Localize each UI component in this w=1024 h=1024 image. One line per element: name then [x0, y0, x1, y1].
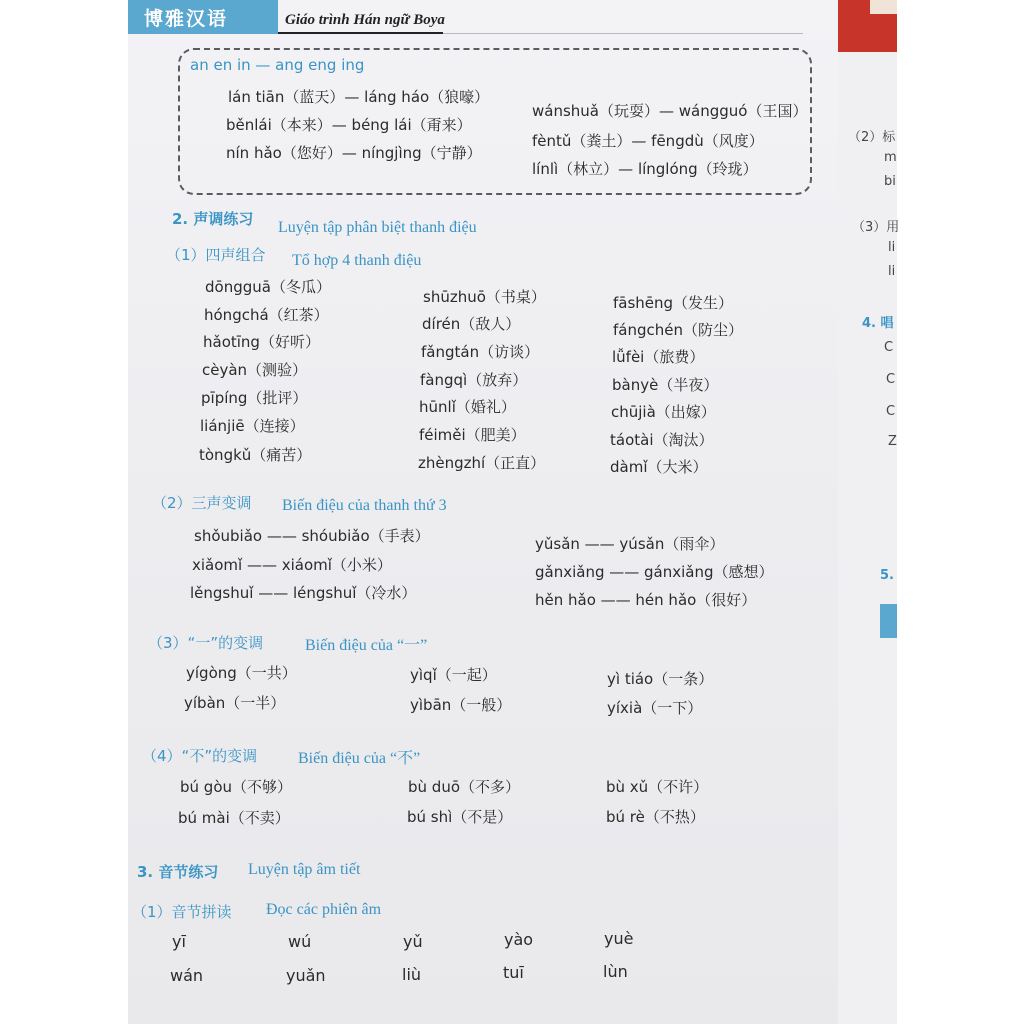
tone-word: tòngkǔ（痛苦）: [199, 446, 312, 464]
box-left-line: běnlái（本来）— béng lái（甭来）: [226, 116, 472, 134]
tone-word: bànyè（半夜）: [612, 376, 719, 394]
bu-word: bú gòu（不够）: [180, 778, 293, 796]
yi-word: yìqǐ（一起）: [410, 666, 497, 684]
part-1-subtitle: Tổ hợp 4 thanh điệu: [292, 252, 422, 269]
part-3-title: （3）“一”的变调: [148, 634, 264, 652]
part-2-subtitle: Biến điệu của thanh thứ 3: [282, 497, 447, 514]
tone-word: dírén（敌人）: [422, 315, 521, 333]
sandhi-pair: lěngshuǐ —— léngshuǐ（冷水）: [190, 584, 417, 602]
box-right-line: línlì（林立）— línglóng（玲珑）: [532, 160, 758, 178]
bu-word: bú shì（不是）: [407, 808, 513, 826]
yi-word: yì tiáo（一条）: [607, 670, 714, 688]
syllable: yuè: [604, 929, 634, 948]
yi-word: yíxià（一下）: [607, 699, 703, 717]
tone-word: lǚfèi（旅费）: [612, 348, 705, 366]
side-label: li: [888, 264, 896, 279]
side-label: 4. 唱: [862, 316, 894, 331]
box-right-line: wánshuǎ（玩耍）— wángguó（王国）: [532, 102, 808, 120]
syllable: yào: [504, 930, 534, 949]
side-blue-bar: [880, 604, 897, 638]
book-subtitle: Giáo trình Hán ngữ Boya: [285, 12, 445, 28]
sandhi-pair: hěn hǎo —— hén hǎo（很好）: [535, 591, 757, 609]
side-label: m: [884, 150, 897, 165]
syllable: liù: [402, 965, 422, 984]
sandhi-pair: xiǎomǐ —— xiáomǐ（小米）: [192, 556, 392, 574]
tone-word: féiměi（肥美）: [419, 426, 526, 444]
tone-word: hūnlǐ（婚礼）: [419, 398, 516, 416]
side-label: （3）用: [852, 220, 900, 235]
tone-word: dōngguā（冬瓜）: [205, 278, 331, 296]
side-label: C: [886, 372, 896, 387]
yi-word: yígòng（一共）: [186, 664, 297, 682]
yi-word: yìbān（一般）: [410, 696, 512, 714]
tone-word: hǎotīng（好听）: [203, 333, 320, 351]
box-heading: an en in — ang eng ing: [190, 56, 365, 74]
syllable: yuǎn: [286, 966, 326, 985]
side-label: bi: [884, 174, 896, 189]
tone-word: fǎngtán（访谈）: [421, 343, 540, 361]
sandhi-pair: yǔsǎn —— yúsǎn（雨伞）: [535, 535, 725, 553]
syllable: wú: [288, 932, 312, 951]
background-left: [0, 0, 128, 1024]
section-2-title: 2. 声调练习: [172, 210, 254, 228]
side-label: 5.: [880, 568, 894, 583]
sandhi-pair: shǒubiǎo —— shóubiǎo（手表）: [194, 527, 430, 545]
section-3-subtitle: Luyện tập âm tiết: [248, 861, 361, 878]
syllable: wán: [170, 966, 204, 985]
header-rule: [443, 33, 803, 34]
side-label: C: [886, 404, 896, 419]
tone-word: pīpíng（批评）: [201, 389, 308, 407]
part-1-title: （1）四声组合: [166, 246, 266, 264]
tone-word: fángchén（防尘）: [613, 321, 743, 339]
tone-word: zhèngzhí（正直）: [418, 454, 546, 472]
side-label: li: [888, 240, 896, 255]
side-label: （2）标: [848, 130, 896, 145]
side-label: Z: [888, 434, 897, 449]
syllable: yǔ: [403, 932, 423, 951]
tone-word: shūzhuō（书桌）: [423, 288, 546, 306]
tone-word: liánjiē（连接）: [200, 417, 305, 435]
header-underline: [278, 32, 443, 34]
section-2-subtitle: Luyện tập phân biệt thanh điệu: [278, 219, 477, 236]
bu-word: bú mài（不卖）: [178, 809, 290, 827]
yi-word: yíbàn（一半）: [184, 694, 286, 712]
part-4-subtitle: Biến điệu của “不”: [298, 750, 421, 767]
part-5-subtitle: Đọc các phiên âm: [266, 901, 382, 918]
bu-word: bú rè（不热）: [606, 808, 705, 826]
tone-word: cèyàn（测验）: [202, 361, 308, 379]
background-right: [897, 0, 1024, 1024]
book-edge-corner: [870, 0, 897, 14]
bu-word: bù xǔ（不许）: [606, 778, 709, 796]
box-left-line: nín hǎo（您好）— níngjìng（宁静）: [226, 144, 482, 162]
bu-word: bù duō（不多）: [408, 778, 521, 796]
section-3-title: 3. 音节练习: [137, 863, 219, 881]
part-5-title: （1）音节拼读: [132, 903, 232, 921]
tone-word: dàmǐ（大米）: [610, 458, 708, 476]
tone-word: chūjià（出嫁）: [611, 403, 716, 421]
tone-word: táotài（淘汰）: [610, 431, 714, 449]
part-2-title: （2）三声变调: [152, 494, 252, 512]
book-title: 博雅汉语: [144, 8, 229, 30]
part-3-subtitle: Biến điệu của “一”: [305, 637, 428, 654]
syllable: lùn: [603, 962, 628, 981]
part-4-title: （4）“不”的变调: [142, 747, 258, 765]
syllable: yī: [172, 932, 186, 951]
side-label: C: [884, 340, 894, 355]
tone-word: hóngchá（红茶）: [204, 306, 329, 324]
box-left-line: lán tiān（蓝天）— láng háo（狼嚎）: [228, 88, 490, 106]
syllable: tuī: [503, 963, 524, 982]
box-right-line: fèntǔ（粪土）— fēngdù（风度）: [532, 132, 764, 150]
tone-word: fàngqì（放弃）: [420, 371, 528, 389]
tone-word: fāshēng（发生）: [613, 294, 734, 312]
sandhi-pair: gǎnxiǎng —— gánxiǎng（感想）: [535, 563, 774, 581]
